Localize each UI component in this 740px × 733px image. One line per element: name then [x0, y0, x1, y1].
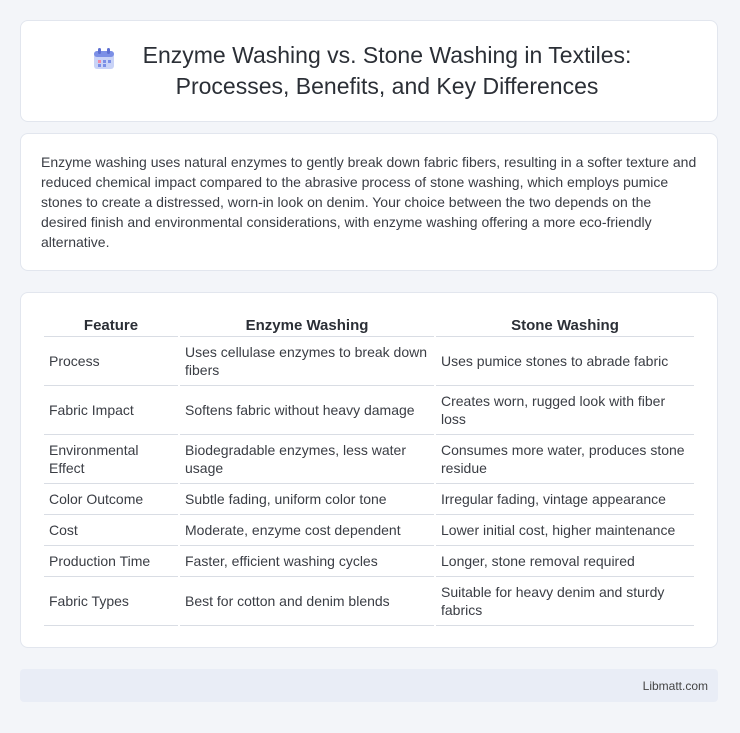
footer-site-link[interactable]: Libmatt.com	[642, 678, 708, 693]
table-cell: Process	[44, 337, 178, 386]
footer	[20, 669, 718, 702]
page-title: Enzyme Washing vs. Stone Washing in Textiles: Processes, Benefits, and Key Differences	[142, 42, 632, 99]
intro-card	[20, 133, 718, 271]
intro-paragraph: Enzyme washing uses natural enzymes to gently break down fabric fibers, resulting in a softer texture and reduced chemical impact compared to the abrasive process of stone washing, which employs pumice stones to create a distressed, worn-in look on denim. Your choice between the two depends on the desired finish and environmental considerations, with enzyme washing offering a more eco-friendly alternative.	[41, 154, 697, 250]
column-header-feature: Feature	[44, 313, 178, 337]
table-cell: Fabric Impact	[44, 386, 178, 435]
table-cell: Softens fabric without heavy damage	[180, 386, 434, 435]
title-wrap	[91, 40, 647, 102]
table-cell: Lower initial cost, higher maintenance	[436, 515, 694, 546]
table-cell: Longer, stone removal required	[436, 546, 694, 577]
table-cell: Cost	[44, 515, 178, 546]
table-cell: Faster, efficient washing cycles	[180, 546, 434, 577]
table-row	[44, 337, 694, 386]
table-cell: Creates worn, rugged look with fiber loss	[436, 386, 694, 435]
table-cell: Fabric Types	[44, 577, 178, 626]
table-cell: Biodegradable enzymes, less water usage	[180, 435, 434, 484]
column-header-stone: Stone Washing	[436, 313, 694, 337]
column-header-enzyme: Enzyme Washing	[180, 313, 434, 337]
table-cell: Color Outcome	[44, 484, 178, 515]
table-row	[44, 435, 694, 484]
table-row	[44, 546, 694, 577]
table-header-row	[44, 313, 694, 337]
table-row	[44, 484, 694, 515]
comparison-table	[42, 313, 696, 626]
table-row	[44, 386, 694, 435]
table-cell: Moderate, enzyme cost dependent	[180, 515, 434, 546]
table-cell: Uses pumice stones to abrade fabric	[436, 337, 694, 386]
table-cell: Irregular fading, vintage appearance	[436, 484, 694, 515]
table-cell: Consumes more water, produces stone residue	[436, 435, 694, 484]
table-cell: Environmental Effect	[44, 435, 178, 484]
calendar-icon	[91, 46, 117, 72]
table-cell: Best for cotton and denim blends	[180, 577, 434, 626]
header-card	[20, 20, 718, 122]
comparison-table-card	[20, 292, 718, 648]
table-cell: Suitable for heavy denim and sturdy fabrics	[436, 577, 694, 626]
table-cell: Uses cellulase enzymes to break down fibers	[180, 337, 434, 386]
table-row	[44, 515, 694, 546]
table-cell: Production Time	[44, 546, 178, 577]
table-cell: Subtle fading, uniform color tone	[180, 484, 434, 515]
table-row	[44, 577, 694, 626]
